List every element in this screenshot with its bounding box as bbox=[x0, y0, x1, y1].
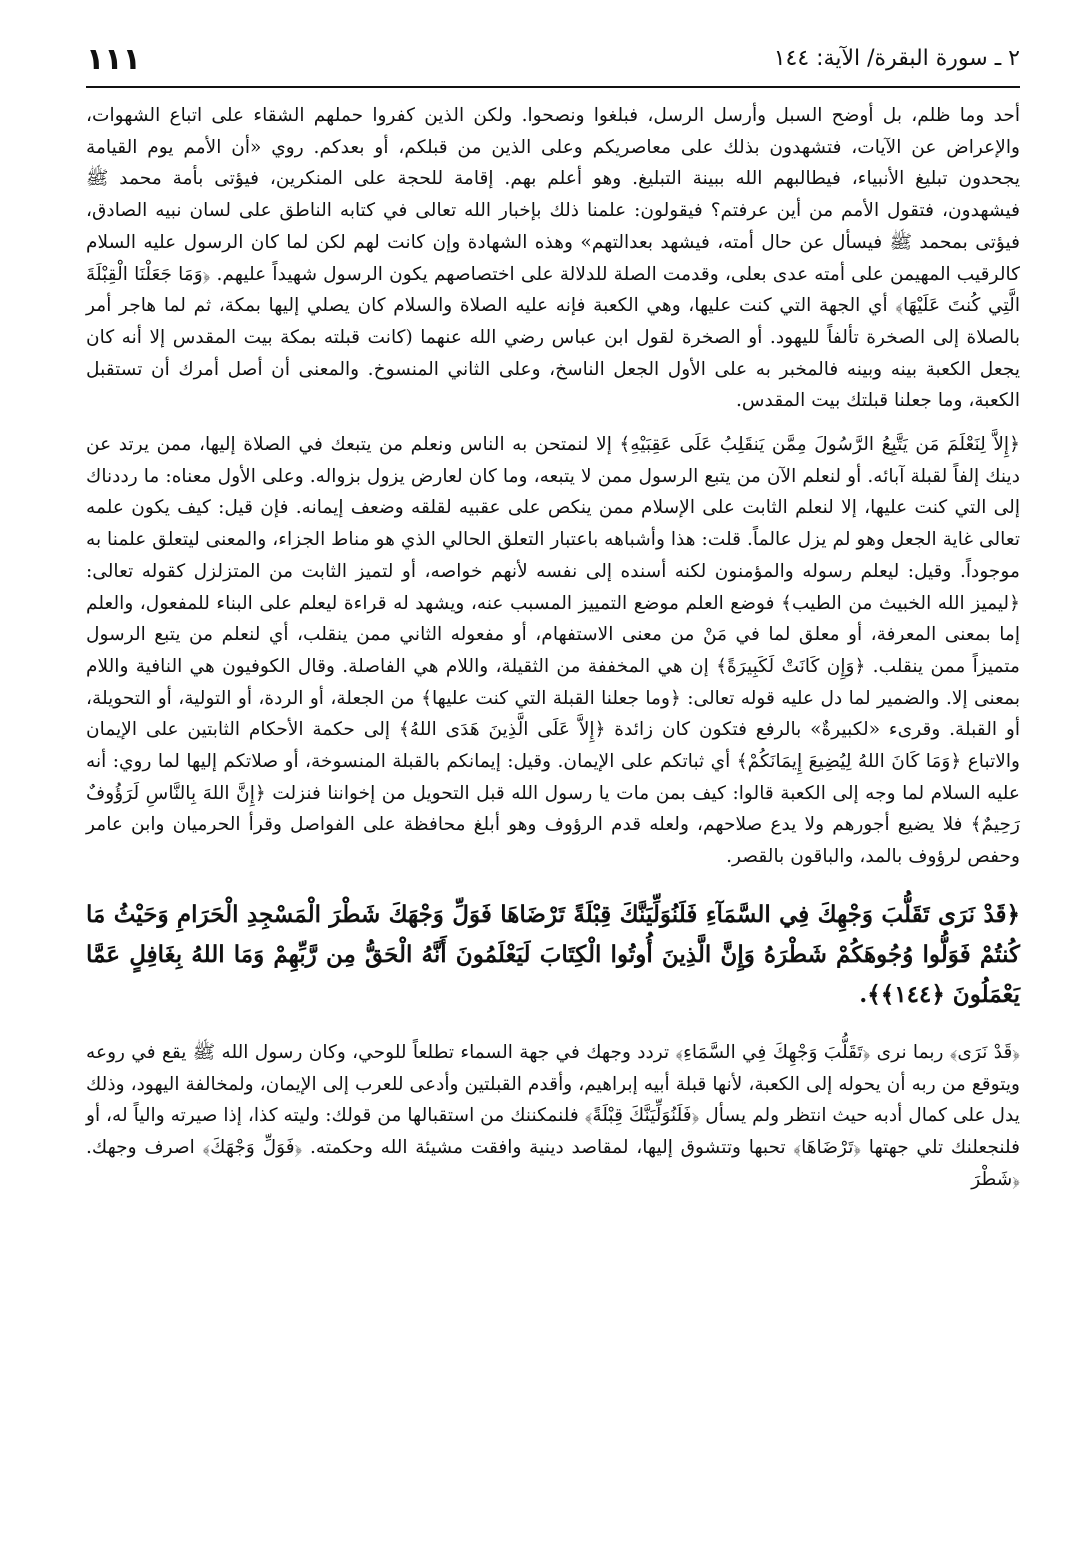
page-number: ١١١ bbox=[86, 42, 141, 77]
page-body bbox=[86, 100, 1020, 1195]
tafsir-paragraph-2: ﴿إِلاَّ لِنَعْلَمَ مَن يَتَّبِعُ الرَّسُولَ مِمَّن يَنقَلِبُ عَلَى عَقِبَيْهِ﴾ إلا لنمتحن به الناس ونعلم من يتبعك في الصلاة إليها، ممن يرتد عن دينك إلفاً لقبلة آبائه. أو لنعلم الآن من يتبع الرسول ممن لا يتبعه، وما كان لعارض يزول بزواله. وعلى الأول معناه: ما رددناك إلى التي كنت عليها، إلا لنعلم الثابت على الإسلام ممن ينكص على عقبيه لقلقه وضعف إيمانه. فإن قيل: كيف يكون علمه تعالى غاية الجعل وهو لم يزل عالماً. قلت: هذا وأشباهه باعتبار التعلق الحالي الذي هو مناط الجزاء، والمعنى ليتعلق علمنا به موجوداً. وقيل: ليعلم رسوله والمؤمنون لكنه أسنده إلى نفسه لأنهم خواصه، أو لتميز الثابت من المتزلزل كقوله تعالى: ﴿ليميز الله الخبيث من الطيب﴾ فوضع العلم موضع التمييز المسبب عنه، ويشهد له قراءة ليعلم على البناء للمفعول، والعلم إما بمعنى المعرفة، أو معلق لما في مَنْ من معنى الاستفهام، أو مفعوله الثاني ممن ينقلب، أي لنعلم من يتبع الرسول متميزاً ممن ينقلب. ﴿وَإِن كَانَتْ لَكَبِيرَةً﴾ إن هي المخففة من الثقيلة، واللام هي الفاصلة. وقال الكوفيون هي النافية واللام بمعنى إلا. والضمير لما دل عليه قوله تعالى: ﴿وما جعلنا القبلة التي كنت عليها﴾ من الجعلة، أو الردة، أو التولية، أو التحويلة، أو القبلة. وقرىء «لكبيرةٌ» بالرفع فتكون كان زائدة ﴿إِلاَّ عَلَى الَّذِينَ هَدَى اللهُ﴾ إلى حكمة الأحكام الثابتين على الإيمان والاتباع ﴿وَمَا كَانَ اللهُ لِيُضِيعَ إِيمَانَكُمْ﴾ أي ثباتكم على الإيمان. وقيل: إيمانكم بالقبلة المنسوخة، أو صلاتكم إليها لما روي: أنه عليه السلام لما وجه إلى الكعبة قالوا: كيف بمن مات يا رسول الله قبل التحويل من إخواننا فنزلت ﴿إِنَّ اللهَ بِالنَّاسِ لَرَؤُوفٌ رَحِيمٌ﴾ فلا يضيع أجورهم ولا يدع صلاحهم، ولعله قدم الرؤوف وهو أبلغ محافظة على الفواصل وقرأ الحرميان وابن عامر وحفص لرؤوف بالمد، والباقون بالقصر. bbox=[86, 434, 1020, 868]
tafsir-paragraph-1: أحد وما ظلم، بل أوضح السبل وأرسل الرسل، فبلغوا ونصحوا. ولكن الذين كفروا حملهم الشقاء على اتباع الشهوات، والإعراض عن الآيات، فتشهدون بذلك على معاصريكم وعلى الذين من قبلكم، أو بعدكم. روي «أن الأمم يوم القيامة يجحدون تبليغ الأنبياء، فيطالبهم الله ببينة التبليغ. وهو أعلم بهم. إقامة للحجة على المنكرين، فيؤتى بأمة محمد ﷺ فيشهدون، فتقول الأمم من أين عرفتم؟ فيقولون: علمنا ذلك بإخبار الله تعالى في كتابه الناطق على لسان نبيه الصادق، فيؤتى بمحمد ﷺ فيسأل عن حال أمته، فيشهد بعدالتهم» وهذه الشهادة وإن كانت لهم لكن لما كان الرسول عليه السلام كالرقيب المهيمن على أمته عدى بعلى، وقدمت الصلة للدلالة على اختصاصهم يكون الرسول شهيداً عليهم. ﴿وَمَا جَعَلْنَا الْقِبْلَةَ الَّتِي كُنتَ عَلَيْهَا﴾ أي الجهة التي كنت عليها، وهي الكعبة فإنه عليه الصلاة والسلام كان يصلي إليها بمكة، ثم لما هاجر أمر بالصلاة إلى الصخرة تألفاً لليهود. أو الصخرة لقول ابن عباس رضي الله عنهما (كانت قبلته بمكة بيت المقدس إلا أنه كان يجعل الكعبة بينه وبينه فالمخبر به على الأول الجعل الناسخ، وعلى الثاني المنسوخ. والمعنى أن أصل أمرك أن تستقبل الكعبة، وما جعلنا قبلتك بيت المقدس. bbox=[86, 105, 1021, 412]
quran-verse-144: ﴿قَدْ نَرَى تَقَلُّبَ وَجْهِكَ فِي السَّمَآءِ فَلَنُوَلِّيَنَّكَ قِبْلَةً تَرْضَاهَا فَوَلِّ وَجْهَكَ شَطْرَ الْمَسْجِدِ الْحَرَامِ وَحَيْثُ مَا كُنتُمْ فَوَلُّوا وُجُوهَكُمْ شَطْرَهُ وَإِنَّ الَّذِينَ أُوتُوا الْكِتَابَ لَيَعْلَمُونَ أَنَّهُ الْحَقُّ مِن رَّبِّهِمْ وَمَا اللهُ بِغَافِلٍ عَمَّا يَعْمَلُونَ ﴿١٤٤﴾﴾. bbox=[86, 900, 1020, 1008]
tafsir-commentary: ﴿قَدْ نَرَى﴾ ربما نرى ﴿تَقَلُّبَ وَجْهِكَ فِي السَّمَاءِ﴾ تردد وجهك في جهة السماء تطلعاً للوحي، وكان رسول الله ﷺ يقع في روعه ويتوقع من ربه أن يحوله إلى الكعبة، لأنها قبلة أبيه إبراهيم، وأقدم القبلتين وأدعى للعرب إلى الإيمان، ولمخالفة اليهود، وذلك يدل على كمال أدبه حيث انتظر ولم يسأل ﴿فَلَنُوَلِّيَنَّكَ قِبْلَةً﴾ فلنمكننك من استقبالها من قولك: وليته كذا، إذا صيرته والياً له، أو فلنجعلنك تلي جهتها ﴿تَرْضَاهَا﴾ تحبها وتتشوق إليها، لمقاصد دينية وافقت مشيئة الله وحكمته. ﴿فَوَلِّ وَجْهَكَ﴾ اصرف وجهك. ﴿شَطْرَ bbox=[86, 1041, 1020, 1190]
running-title: ٢ ـ سورة البقرة/ الآية: ١٤٤ bbox=[773, 46, 1020, 71]
page-header bbox=[86, 40, 1020, 88]
